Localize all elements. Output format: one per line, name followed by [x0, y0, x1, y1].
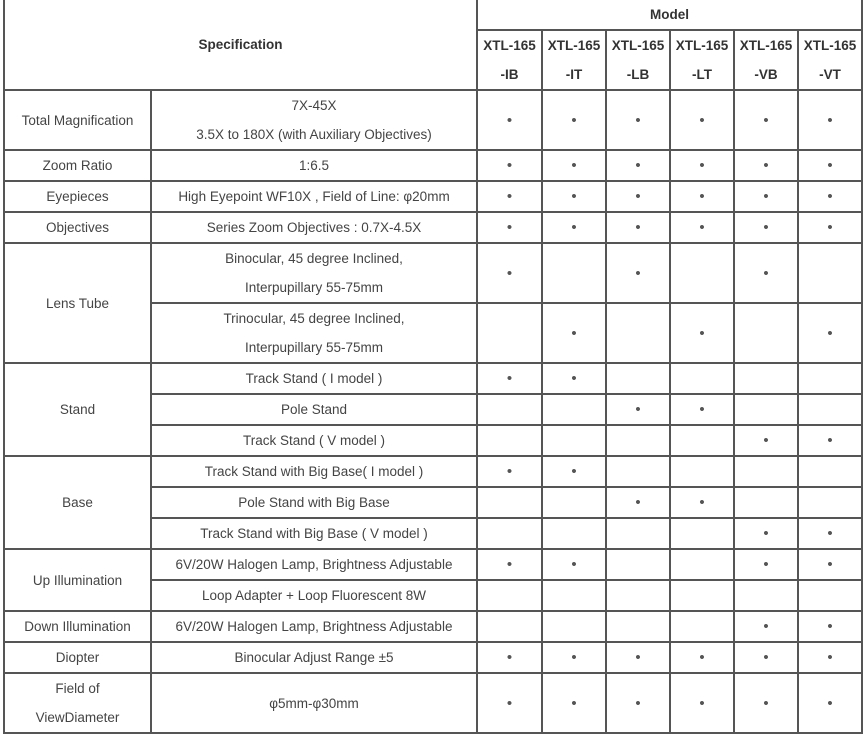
model-availability-cell — [798, 394, 862, 425]
model-availability-cell — [670, 673, 734, 733]
model-name-line: -IT — [565, 67, 583, 82]
spec-description — [151, 642, 477, 673]
model-name-line: XTL-165 — [483, 38, 536, 53]
model-availability-cell — [477, 673, 542, 733]
model-availability-cell — [734, 243, 798, 303]
available-dot-icon: • — [635, 649, 641, 666]
model-availability-cell — [670, 425, 734, 456]
model-availability-cell — [798, 150, 862, 181]
spec-description-line: 3.5X to 180X (with Auxiliary Objectives) — [196, 127, 432, 142]
model-availability-cell — [670, 394, 734, 425]
table-row — [4, 549, 862, 580]
spec-description — [151, 243, 477, 303]
model-availability-cell — [477, 212, 542, 243]
model-column-header — [477, 30, 542, 90]
model-availability-cell — [734, 549, 798, 580]
model-availability-cell — [606, 518, 670, 549]
spec-category — [4, 456, 151, 549]
model-availability-cell — [734, 212, 798, 243]
model-availability-cell — [542, 611, 606, 642]
model-column-header — [606, 30, 670, 90]
available-dot-icon: • — [827, 432, 833, 449]
available-dot-icon: • — [571, 370, 577, 387]
model-name-line: -VT — [819, 67, 841, 82]
model-availability-cell — [477, 425, 542, 456]
spec-category-label: Field of — [55, 681, 100, 696]
spec-category — [4, 642, 151, 673]
spec-description — [151, 363, 477, 394]
available-dot-icon: • — [635, 694, 641, 712]
available-dot-icon: • — [827, 694, 833, 712]
spec-description-line: Series Zoom Objectives : 0.7X-4.5X — [206, 220, 422, 235]
available-dot-icon: • — [699, 219, 705, 236]
model-availability-cell — [670, 363, 734, 394]
model-availability-cell — [670, 487, 734, 518]
spec-category-label: Base — [62, 495, 93, 510]
model-name-line: -VB — [754, 67, 778, 82]
model-availability-cell — [542, 243, 606, 303]
spec-category — [4, 90, 151, 150]
spec-category-label: ViewDiameter — [35, 710, 120, 725]
model-availability-cell — [798, 518, 862, 549]
available-dot-icon: • — [506, 219, 513, 236]
model-availability-cell — [734, 611, 798, 642]
table-row — [4, 642, 862, 673]
available-dot-icon: • — [506, 188, 513, 205]
model-availability-cell — [670, 580, 734, 611]
available-dot-icon: • — [571, 649, 577, 666]
model-availability-cell — [606, 243, 670, 303]
available-dot-icon: • — [763, 694, 769, 712]
available-dot-icon: • — [571, 219, 577, 236]
model-availability-cell — [734, 425, 798, 456]
spec-description-line: Loop Adapter + Loop Fluorescent 8W — [201, 588, 427, 603]
available-dot-icon: • — [635, 157, 641, 174]
specification-header: Specification — [4, 0, 477, 90]
available-dot-icon: • — [763, 556, 769, 573]
spec-description — [151, 90, 477, 150]
model-availability-cell — [542, 642, 606, 673]
model-availability-cell — [606, 549, 670, 580]
available-dot-icon: • — [571, 324, 577, 342]
available-dot-icon: • — [635, 401, 641, 418]
model-availability-cell — [798, 673, 862, 733]
spec-description — [151, 487, 477, 518]
available-dot-icon: • — [506, 694, 513, 712]
model-availability-cell — [477, 363, 542, 394]
spec-description — [151, 303, 477, 363]
spec-description-line: Interpupillary 55-75mm — [244, 280, 384, 295]
table-row — [4, 150, 862, 181]
spec-description — [151, 150, 477, 181]
model-availability-cell — [477, 580, 542, 611]
model-availability-cell — [542, 363, 606, 394]
available-dot-icon: • — [571, 157, 577, 174]
available-dot-icon: • — [635, 219, 641, 236]
available-dot-icon: • — [827, 324, 833, 342]
available-dot-icon: • — [763, 219, 769, 236]
model-availability-cell — [606, 642, 670, 673]
model-availability-cell — [542, 549, 606, 580]
model-availability-cell — [670, 181, 734, 212]
available-dot-icon: • — [827, 556, 833, 573]
model-availability-cell — [734, 487, 798, 518]
model-availability-cell — [798, 425, 862, 456]
model-availability-cell — [670, 518, 734, 549]
model-availability-cell — [734, 150, 798, 181]
spec-description-line: Binocular Adjust Range ±5 — [234, 650, 394, 665]
model-header: Model — [477, 0, 862, 30]
model-availability-cell — [798, 456, 862, 487]
spec-description — [151, 181, 477, 212]
spec-category-label: Total Magnification — [21, 112, 134, 128]
spec-description-line: 6V/20W Halogen Lamp, Brightness Adjustable — [175, 557, 453, 572]
spec-description — [151, 425, 477, 456]
available-dot-icon: • — [571, 188, 577, 205]
spec-category — [4, 243, 151, 363]
available-dot-icon: • — [506, 463, 513, 480]
available-dot-icon: • — [506, 157, 513, 174]
model-availability-cell — [606, 303, 670, 363]
spec-description — [151, 394, 477, 425]
spec-description — [151, 673, 477, 733]
available-dot-icon: • — [699, 157, 705, 174]
table-row — [4, 611, 862, 642]
available-dot-icon: • — [827, 525, 833, 542]
model-name-line: XTL-165 — [803, 38, 857, 53]
spec-description — [151, 611, 477, 642]
specification-table — [3, 0, 863, 734]
model-name-line: -LB — [626, 67, 650, 82]
available-dot-icon: • — [571, 111, 577, 129]
spec-description-line: Trinocular, 45 degree Inclined, — [223, 311, 405, 326]
model-column-header — [798, 30, 862, 90]
model-availability-cell — [734, 394, 798, 425]
model-availability-cell — [542, 425, 606, 456]
available-dot-icon: • — [763, 157, 769, 174]
model-availability-cell — [670, 456, 734, 487]
model-availability-cell — [606, 150, 670, 181]
model-availability-cell — [477, 611, 542, 642]
model-availability-cell — [798, 549, 862, 580]
model-availability-cell — [542, 487, 606, 518]
model-column-header — [542, 30, 606, 90]
available-dot-icon: • — [699, 401, 705, 418]
model-availability-cell — [734, 181, 798, 212]
available-dot-icon: • — [699, 494, 705, 511]
spec-category — [4, 673, 151, 733]
model-availability-cell — [670, 212, 734, 243]
model-availability-cell — [606, 363, 670, 394]
model-availability-cell — [542, 518, 606, 549]
spec-description-line: Pole Stand — [280, 402, 348, 417]
model-availability-cell — [606, 673, 670, 733]
spec-category — [4, 363, 151, 456]
spec-description-line: Track Stand with Big Base( I model ) — [204, 464, 424, 479]
available-dot-icon: • — [699, 649, 705, 666]
spec-category-label: Diopter — [55, 650, 100, 665]
model-availability-cell — [606, 90, 670, 150]
table-row — [4, 673, 862, 733]
available-dot-icon: • — [827, 188, 833, 205]
model-column-header — [734, 30, 798, 90]
available-dot-icon: • — [699, 324, 705, 342]
model-availability-cell — [542, 580, 606, 611]
model-availability-cell — [670, 90, 734, 150]
model-availability-cell — [670, 303, 734, 363]
table-row — [4, 243, 862, 303]
model-availability-cell — [542, 303, 606, 363]
model-availability-cell — [606, 487, 670, 518]
model-name-line: -IB — [500, 67, 519, 82]
model-name-line: XTL-165 — [675, 38, 729, 53]
available-dot-icon: • — [827, 111, 833, 129]
spec-description-line: Track Stand ( V model ) — [242, 433, 386, 448]
model-availability-cell — [798, 611, 862, 642]
model-availability-cell — [734, 642, 798, 673]
model-availability-cell — [734, 90, 798, 150]
model-availability-cell — [798, 580, 862, 611]
available-dot-icon: • — [827, 618, 833, 635]
available-dot-icon: • — [763, 188, 769, 205]
model-availability-cell — [477, 642, 542, 673]
spec-description-line: High Eyepoint WF10X , Field of Line: φ20mm — [178, 189, 450, 204]
model-availability-cell — [606, 394, 670, 425]
model-availability-cell — [606, 611, 670, 642]
available-dot-icon: • — [763, 264, 769, 282]
model-name-line: XTL-165 — [739, 38, 793, 53]
spec-description-line: φ5mm-φ30mm — [269, 695, 359, 711]
available-dot-icon: • — [699, 188, 705, 205]
model-availability-cell — [477, 243, 542, 303]
model-availability-cell — [798, 90, 862, 150]
model-availability-cell — [477, 90, 542, 150]
model-name-line: XTL-165 — [611, 38, 665, 53]
spec-description-line: 1:6.5 — [298, 158, 330, 173]
available-dot-icon: • — [763, 618, 769, 635]
spec-category — [4, 150, 151, 181]
table-row — [4, 90, 862, 150]
model-availability-cell — [798, 642, 862, 673]
available-dot-icon: • — [699, 111, 705, 129]
model-availability-cell — [606, 580, 670, 611]
available-dot-icon: • — [506, 370, 513, 387]
spec-category-label: Lens Tube — [45, 295, 110, 311]
model-availability-cell — [606, 425, 670, 456]
spec-description-line: Track Stand ( I model ) — [245, 371, 383, 386]
model-availability-cell — [477, 518, 542, 549]
available-dot-icon: • — [827, 649, 833, 666]
model-availability-cell — [670, 549, 734, 580]
available-dot-icon: • — [571, 556, 577, 573]
table-row — [4, 212, 862, 243]
spec-description-line: 6V/20W Halogen Lamp, Brightness Adjustable — [175, 619, 453, 634]
available-dot-icon: • — [763, 111, 769, 129]
spec-category-label: Up Illumination — [32, 572, 123, 588]
model-availability-cell — [798, 487, 862, 518]
model-availability-cell — [734, 303, 798, 363]
available-dot-icon: • — [571, 694, 577, 712]
available-dot-icon: • — [571, 463, 577, 480]
model-name-line: XTL-165 — [547, 38, 601, 53]
spec-category — [4, 181, 151, 212]
model-availability-cell — [477, 150, 542, 181]
model-availability-cell — [477, 487, 542, 518]
table-row — [4, 456, 862, 487]
model-availability-cell — [606, 212, 670, 243]
available-dot-icon: • — [635, 188, 641, 205]
spec-description-line: Track Stand with Big Base ( V model ) — [200, 526, 428, 541]
model-availability-cell — [606, 181, 670, 212]
spec-category — [4, 212, 151, 243]
available-dot-icon: • — [699, 694, 705, 712]
spec-description-line: 7X-45X — [291, 98, 337, 113]
spec-category-label: Objectives — [45, 220, 110, 235]
spec-description-line: Binocular, 45 degree Inclined, — [225, 251, 403, 266]
available-dot-icon: • — [827, 157, 833, 174]
available-dot-icon: • — [827, 219, 833, 236]
model-availability-cell — [734, 363, 798, 394]
model-name-line: -LT — [692, 67, 712, 82]
model-availability-cell — [798, 212, 862, 243]
model-availability-cell — [670, 150, 734, 181]
spec-category — [4, 611, 151, 642]
spec-category-label: Eyepieces — [46, 189, 109, 204]
spec-category-label: Stand — [59, 402, 96, 417]
available-dot-icon: • — [506, 111, 513, 129]
available-dot-icon: • — [763, 525, 769, 542]
model-availability-cell — [542, 673, 606, 733]
spec-description-line: Interpupillary 55-75mm — [244, 340, 384, 355]
model-column-header — [670, 30, 734, 90]
model-availability-cell — [477, 549, 542, 580]
model-availability-cell — [734, 456, 798, 487]
spec-description — [151, 212, 477, 243]
model-availability-cell — [477, 394, 542, 425]
model-availability-cell — [542, 150, 606, 181]
model-availability-cell — [477, 456, 542, 487]
model-availability-cell — [670, 642, 734, 673]
model-availability-cell — [798, 243, 862, 303]
model-availability-cell — [542, 90, 606, 150]
model-availability-cell — [477, 303, 542, 363]
model-availability-cell — [477, 181, 542, 212]
available-dot-icon: • — [506, 264, 513, 282]
model-availability-cell — [670, 611, 734, 642]
spec-description — [151, 580, 477, 611]
model-availability-cell — [542, 181, 606, 212]
model-availability-cell — [798, 303, 862, 363]
model-availability-cell — [734, 518, 798, 549]
available-dot-icon: • — [635, 264, 641, 282]
table-row — [4, 181, 862, 212]
model-availability-cell — [734, 673, 798, 733]
spec-description-line: Pole Stand with Big Base — [238, 495, 390, 510]
available-dot-icon: • — [506, 649, 513, 666]
table-row — [4, 363, 862, 394]
available-dot-icon: • — [506, 556, 513, 573]
model-availability-cell — [542, 456, 606, 487]
model-availability-cell — [734, 580, 798, 611]
available-dot-icon: • — [763, 432, 769, 449]
available-dot-icon: • — [635, 111, 641, 129]
spec-category-label: Zoom Ratio — [42, 158, 113, 173]
model-availability-cell — [798, 363, 862, 394]
available-dot-icon: • — [635, 494, 641, 511]
model-availability-cell — [542, 394, 606, 425]
model-availability-cell — [606, 456, 670, 487]
model-availability-cell — [670, 243, 734, 303]
spec-category — [4, 549, 151, 611]
model-availability-cell — [542, 212, 606, 243]
spec-description — [151, 456, 477, 487]
available-dot-icon: • — [763, 649, 769, 666]
spec-description — [151, 549, 477, 580]
spec-category-label: Down Illumination — [24, 619, 131, 634]
model-availability-cell — [798, 181, 862, 212]
spec-description — [151, 518, 477, 549]
